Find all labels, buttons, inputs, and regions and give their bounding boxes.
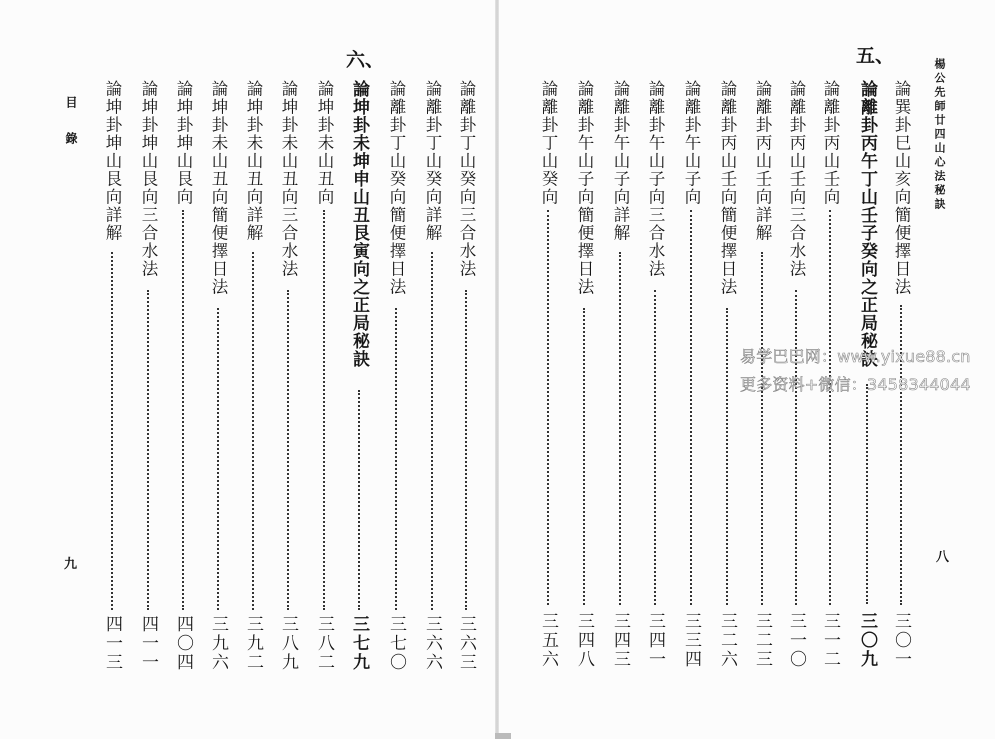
toc-entry[interactable] — [749, 0, 775, 739]
toc-entry[interactable] — [714, 0, 740, 739]
toc-entry[interactable] — [817, 0, 843, 739]
toc-entry-page: 三一二 — [820, 612, 840, 669]
section-page: 三〇九 — [857, 612, 877, 669]
dot-leader — [182, 210, 184, 610]
section-page: 三七九 — [349, 615, 369, 672]
toc-label: 目 錄 — [64, 96, 78, 150]
toc-entry[interactable] — [888, 0, 914, 739]
dot-leader — [690, 210, 692, 605]
toc-entry-page: 三九六 — [208, 615, 228, 672]
toc-entry-page: 四一一 — [138, 615, 158, 672]
toc-entry-page: 三二六 — [717, 612, 737, 669]
toc-entry-page: 三八二 — [314, 615, 334, 672]
toc-entry-page: 三九二 — [243, 615, 263, 672]
toc-entry-page: 四一三 — [102, 615, 122, 672]
toc-entry[interactable] — [135, 0, 161, 739]
toc-entry[interactable] — [311, 0, 337, 739]
toc-entry[interactable] — [205, 0, 231, 739]
toc-entry-page: 三〇一 — [891, 612, 911, 669]
dot-leader — [323, 210, 325, 610]
watermark-line-2: 更多资料+微信：3458344044 — [740, 375, 971, 394]
section-title: 論離卦丙午丁山壬子癸向之正局秘訣 — [857, 80, 877, 368]
toc-entry-title: 論離卦丁山癸向詳解 — [423, 80, 442, 242]
toc-entry-title: 論坤卦未山丑向詳解 — [244, 80, 263, 242]
dot-leader — [619, 252, 621, 605]
toc-entry-page: 三一〇 — [786, 612, 806, 669]
toc-entry-title: 論離卦午山子向簡便擇日法 — [575, 80, 594, 296]
dot-leader — [252, 252, 254, 610]
toc-entry[interactable] — [678, 0, 704, 739]
section-number: 六、 — [346, 49, 385, 71]
toc-entry[interactable] — [99, 0, 125, 739]
toc-entry[interactable] — [453, 0, 479, 739]
section-heading[interactable] — [346, 0, 385, 739]
toc-entry[interactable] — [783, 0, 809, 739]
toc-entry-title: 論離卦丁山癸向三合水法 — [457, 80, 476, 278]
dot-leader — [111, 252, 113, 610]
toc-entry-page: 三四八 — [574, 612, 594, 669]
dot-leader — [866, 384, 868, 604]
toc-entry-title: 論離卦午山子向 — [682, 80, 701, 206]
toc-entry-page: 三五六 — [538, 612, 558, 669]
toc-entry-title: 論坤卦未山丑向 — [315, 80, 334, 206]
running-head: 楊公先師廿四山心法秘訣 — [933, 58, 946, 212]
right-page-number: 八 — [936, 550, 950, 565]
toc-entry-title: 論離卦丙山壬向詳解 — [753, 80, 772, 242]
toc-entry-title: 論巽卦巳山亥向簡便擇日法 — [892, 80, 911, 296]
section-heading[interactable] — [854, 0, 895, 739]
dot-leader — [147, 290, 149, 610]
toc-entry[interactable] — [571, 0, 597, 739]
toc-entry-page: 三二三 — [752, 612, 772, 669]
toc-entry-title: 論坤卦坤山艮向詳解 — [103, 80, 122, 242]
section-number: 五、 — [856, 45, 895, 67]
toc-entry-page: 三七〇 — [386, 615, 406, 672]
book-gutter — [495, 0, 499, 739]
toc-entry[interactable] — [383, 0, 409, 739]
toc-entry-title: 論坤卦未山丑向三合水法 — [279, 80, 298, 278]
toc-entry[interactable] — [607, 0, 633, 739]
toc-entry-title: 論離卦午山子向三合水法 — [646, 80, 665, 278]
watermark-line-1: 易学巴巴网：www.yixue88.cn — [740, 347, 971, 366]
dot-leader — [395, 308, 397, 610]
dot-leader — [761, 252, 763, 605]
dot-leader — [829, 210, 831, 605]
dot-leader — [217, 308, 219, 610]
toc-entry-title: 論離卦午山子向詳解 — [611, 80, 630, 242]
toc-entry-title: 論離卦丙山壬向簡便擇日法 — [718, 80, 737, 296]
dot-leader — [726, 308, 728, 605]
toc-entry-page: 三六六 — [422, 615, 442, 672]
toc-entry[interactable] — [275, 0, 301, 739]
toc-entry-page: 三八九 — [278, 615, 298, 672]
toc-entry-page: 四〇四 — [173, 615, 193, 672]
toc-entry[interactable] — [240, 0, 266, 739]
page-edge-mark — [495, 733, 511, 739]
toc-entry-title: 論離卦丙山壬向 — [821, 80, 840, 206]
toc-entry[interactable] — [170, 0, 196, 739]
toc-entry-title: 論離卦丁山癸向 — [539, 80, 558, 206]
toc-entry-page: 三六三 — [456, 615, 476, 672]
toc-entry-page: 三三四 — [681, 612, 701, 669]
toc-entry-title: 論坤卦未山丑向簡便擇日法 — [209, 80, 228, 296]
dot-leader — [795, 290, 797, 605]
dot-leader — [583, 308, 585, 605]
dot-leader — [465, 290, 467, 610]
toc-entry-page: 三四一 — [645, 612, 665, 669]
toc-entry-page: 三四三 — [610, 612, 630, 669]
dot-leader — [547, 210, 549, 605]
toc-entry[interactable] — [419, 0, 445, 739]
dot-leader — [287, 290, 289, 610]
toc-entry-title: 論坤卦坤山艮向 — [174, 80, 193, 206]
toc-entry[interactable] — [642, 0, 668, 739]
toc-entry-title: 論坤卦坤山艮向三合水法 — [139, 80, 158, 278]
dot-leader — [358, 390, 360, 610]
toc-entry-title: 論離卦丁山癸向簡便擇日法 — [387, 80, 406, 296]
section-title: 論坤卦未坤申山丑艮寅向之正局秘訣 — [349, 80, 369, 368]
dot-leader — [431, 252, 433, 610]
dot-leader — [654, 290, 656, 605]
toc-entry-title: 論離卦丙山壬向三合水法 — [787, 80, 806, 278]
toc-entry[interactable] — [535, 0, 561, 739]
left-page-number: 九 — [64, 557, 78, 572]
